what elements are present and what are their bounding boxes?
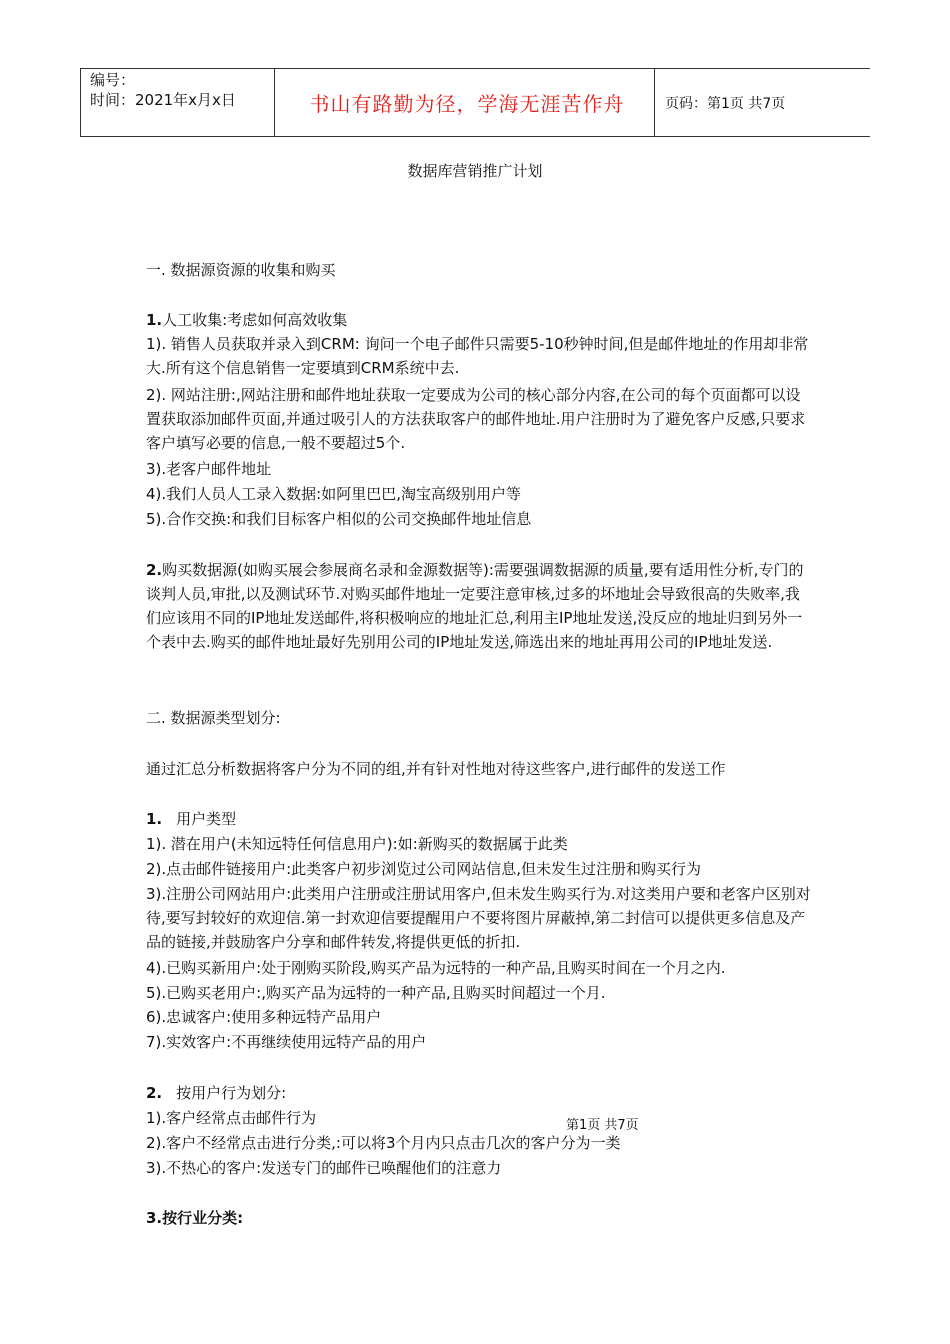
paragraph: 5).合作交换:和我们目标客户相似的公司交换邮件地址信息 <box>146 510 532 528</box>
header-divider <box>654 69 655 136</box>
header-motto: 书山有路勤为径，学海无涯苦作舟 <box>309 92 625 116</box>
paragraph: 1). 销售人员获取并录入到CRM: 询问一个电子邮件只需要5-10秒钟时间,但是邮件地址的作用却非常大.所有这个信息销售一定要填到CRM系统中去. <box>146 335 809 377</box>
paragraph <box>146 558 812 654</box>
list-item: 2).客户不经常点击进行分类,:可以将3个月内只点击几次的客户分为一类 <box>146 1134 621 1152</box>
subsection-tail: 考虑如何高效收集 <box>227 311 348 329</box>
subsection-number: 2. <box>146 1084 163 1102</box>
list-item: 4).已购买新用户:处于刚购买阶段,购买产品为远特的一种产品,且购买时间在一个月之内. <box>146 959 726 977</box>
subsection-number: 3. <box>146 1209 163 1227</box>
header-meta <box>90 70 236 110</box>
paragraph: 通过汇总分析数据将客户分为不同的组,并有针对性地对待这些客户,进行邮件的发送工作 <box>146 760 726 778</box>
document-header <box>80 68 870 137</box>
section2-heading: 二. 数据源类型划分: <box>146 709 281 727</box>
list-item: 3).注册公司网站用户:此类用户注册或注册试用客户,但未发生购买行为.对这类用户要和老客户区别对待,要写封较好的欢迎信.第一封欢迎信要提醒用户不要将图片屏蔽掉,第二封信可以提供更多信息及产品的链接,并鼓励客户分享和邮件转发,将提供更低的折扣. <box>146 885 811 951</box>
subsection-title: 按行业分类: <box>162 1209 244 1227</box>
list-item: 5).已购买老用户:,购买产品为远特的一种产品,且购买时间超过一个月. <box>146 984 606 1002</box>
header-divider <box>80 69 81 136</box>
subsection-heading <box>146 1081 286 1105</box>
subsection-heading <box>146 308 347 332</box>
subsection-heading <box>146 1206 243 1230</box>
list-item: 1).客户经常点击邮件行为 <box>146 1109 317 1127</box>
serial-label: 编号： <box>90 71 136 89</box>
paragraph: 3).老客户邮件地址 <box>146 460 272 478</box>
subsection-title: 按用户行为划分: <box>176 1084 287 1102</box>
list-item: 7).实效客户:不再继续使用远特产品的用户 <box>146 1033 427 1051</box>
subsection-number: 1. <box>146 810 163 828</box>
subsection-number: 2. <box>146 561 163 579</box>
section1-heading: 一. 数据源资源的收集和购买 <box>146 261 336 279</box>
page-footer: 第1页 共7页 <box>566 1118 639 1133</box>
list-item: 2).点击邮件链接用户:此类客户初步浏览过公司网站信息,但未发生过注册和购买行为 <box>146 860 701 878</box>
subsection-number: 1. <box>146 311 163 329</box>
header-divider <box>274 69 275 136</box>
header-page-info: 页码：第1页 共7页 <box>665 95 786 112</box>
paragraph: 4).我们人员人工录入数据:如阿里巴巴,淘宝高级别用户等 <box>146 485 521 503</box>
paragraph: 2). 网站注册:,网站注册和邮件地址获取一定要成为公司的核心部分内容,在公司的每个页面都可以设置获取添加邮件页面,并通过吸引人的方法获取客户的邮件地址.用户注册时为了避免客户反感,只要求客户填写必要的信息,一般不要超过5个. <box>146 386 806 452</box>
subsection-title: 用户类型 <box>176 810 237 828</box>
subsection-title: 人工收集: <box>162 311 228 329</box>
list-item: 6).忠诚客户:使用多种远特产品用户 <box>146 1008 382 1026</box>
list-item: 1). 潜在用户(未知远特任何信息用户):如:新购买的数据属于此类 <box>146 835 568 853</box>
list-item: 3).不热心的客户:发送专门的邮件已唤醒他们的注意力 <box>146 1159 502 1177</box>
document-title: 数据库营销推广计划 <box>407 162 543 180</box>
subsection-heading <box>146 807 236 831</box>
subsection-text: 购买数据源(如购买展会参展商名录和金源数据等):需要强调数据源的质量,要有适用性分析,专门的谈判人员,审批,以及测试环节.对购买邮件地址一定要注意审核,过多的坏地址会导致很高的失败率,我们应该用不同的IP地址发送邮件,将积极响应的地址汇总,利用主IP地址发送,没反应的地址归到另外一个表中去.购买的邮件地址最好先别用公司的IP地址发送,筛选出来的地址再用公司的IP地址发送. <box>146 561 804 651</box>
time-label: 时间：2021年x月x日 <box>90 91 236 109</box>
